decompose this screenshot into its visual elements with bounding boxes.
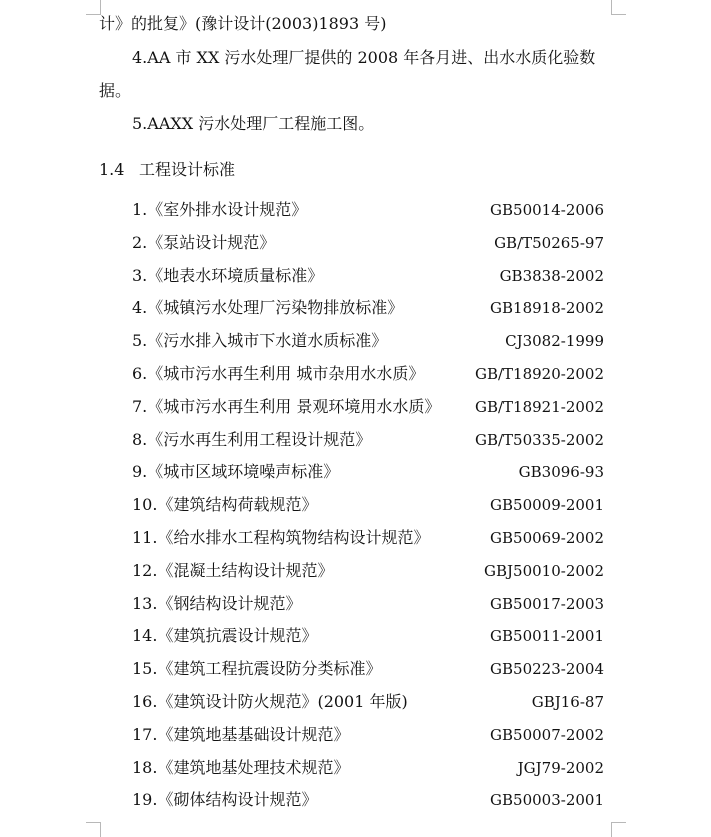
standard-title: 9.《城市区域环境噪声标准》 — [132, 462, 340, 481]
standard-code: GB/T18921-2002 — [474, 398, 604, 416]
standard-title: 3.《地表水环境质量标准》 — [132, 266, 324, 285]
standard-item — [132, 330, 604, 352]
standard-title: 1.《室外排水设计规范》 — [132, 200, 308, 219]
section-number: 1.4 — [99, 160, 125, 179]
standard-title: 8.《污水再生利用工程设计规范》 — [132, 430, 372, 449]
standard-title: 4.《城镇污水处理厂污染物排放标准》 — [132, 298, 404, 317]
standard-code: CJ3082-1999 — [505, 332, 604, 350]
standard-item — [132, 199, 604, 221]
standard-title: 11.《给水排水工程构筑物结构设计规范》 — [132, 528, 430, 547]
standard-item — [132, 560, 604, 582]
standard-code: JGJ79-2002 — [517, 759, 604, 777]
standard-code: GB3838-2002 — [499, 267, 604, 285]
standard-title: 16.《建筑设计防火规范》(2001 年版) — [132, 692, 408, 711]
standard-item — [132, 789, 604, 811]
standard-item — [132, 396, 604, 418]
standard-item — [132, 363, 604, 385]
standard-code: GB50069-2002 — [490, 529, 604, 547]
standard-item — [132, 757, 604, 779]
section-heading — [99, 160, 235, 180]
page-corner-mark-bottom-right — [611, 822, 626, 837]
standard-title: 17.《建筑地基基础设计规范》 — [132, 725, 350, 744]
standard-title: 18.《建筑地基处理技术规范》 — [132, 758, 350, 777]
standard-title: 10.《建筑结构荷载规范》 — [132, 495, 318, 514]
standard-code: GB18918-2002 — [490, 299, 604, 317]
standard-title: 19.《砌体结构设计规范》 — [132, 790, 318, 809]
standard-title: 5.《污水排入城市下水道水质标准》 — [132, 331, 388, 350]
standard-code: GB50003-2001 — [490, 791, 604, 809]
page-corner-mark-bottom-left — [86, 822, 101, 837]
standard-item — [132, 593, 604, 615]
standard-code: GBJ16-87 — [531, 693, 604, 711]
standard-code: GB/T50335-2002 — [474, 431, 604, 449]
page-corner-mark-top-right — [611, 0, 626, 15]
standard-code: GB50223-2004 — [490, 660, 604, 678]
standard-item — [132, 527, 604, 549]
standard-title: 13.《钢结构设计规范》 — [132, 594, 302, 613]
standard-code: GB/T18920-2002 — [474, 365, 604, 383]
intro-line-1: 计》的批复》(豫计设计(2003)1893 号) — [99, 14, 387, 33]
standard-code: GB50007-2002 — [490, 726, 604, 744]
intro-line-2: 4.AA 市 XX 污水处理厂提供的 2008 年各月进、出水水质化验数 — [132, 48, 596, 67]
standard-item — [132, 461, 604, 483]
standard-item — [132, 232, 604, 254]
standard-item — [132, 625, 604, 647]
standard-item — [132, 724, 604, 746]
standard-code: GB3096-93 — [518, 463, 604, 481]
standard-title: 12.《混凝土结构设计规范》 — [132, 561, 334, 580]
standard-code: GBJ50010-2002 — [484, 562, 604, 580]
standard-code: GB50011-2001 — [490, 627, 604, 645]
intro-line-4: 5.AAXX 污水处理厂工程施工图。 — [132, 114, 375, 133]
intro-line-3: 据。 — [99, 81, 132, 100]
standard-code: GB50014-2006 — [490, 201, 604, 219]
standard-code: GB50009-2001 — [490, 496, 604, 514]
standard-item — [132, 429, 604, 451]
standard-item — [132, 691, 604, 713]
standard-title: 7.《城市污水再生利用 景观环境用水水质》 — [132, 397, 441, 416]
standard-title: 14.《建筑抗震设计规范》 — [132, 626, 318, 645]
standard-item — [132, 297, 604, 319]
standard-title: 6.《城市污水再生利用 城市杂用水水质》 — [132, 364, 425, 383]
standard-item — [132, 265, 604, 287]
standard-title: 2.《泵站设计规范》 — [132, 233, 276, 252]
page-corner-mark-top-left — [86, 0, 101, 15]
section-title: 工程设计标准 — [139, 160, 236, 179]
standard-code: GB/T50265-97 — [494, 234, 604, 252]
standard-item — [132, 494, 604, 516]
standard-item — [132, 658, 604, 680]
standard-code: GB50017-2003 — [490, 595, 604, 613]
standard-title: 15.《建筑工程抗震设防分类标准》 — [132, 659, 382, 678]
